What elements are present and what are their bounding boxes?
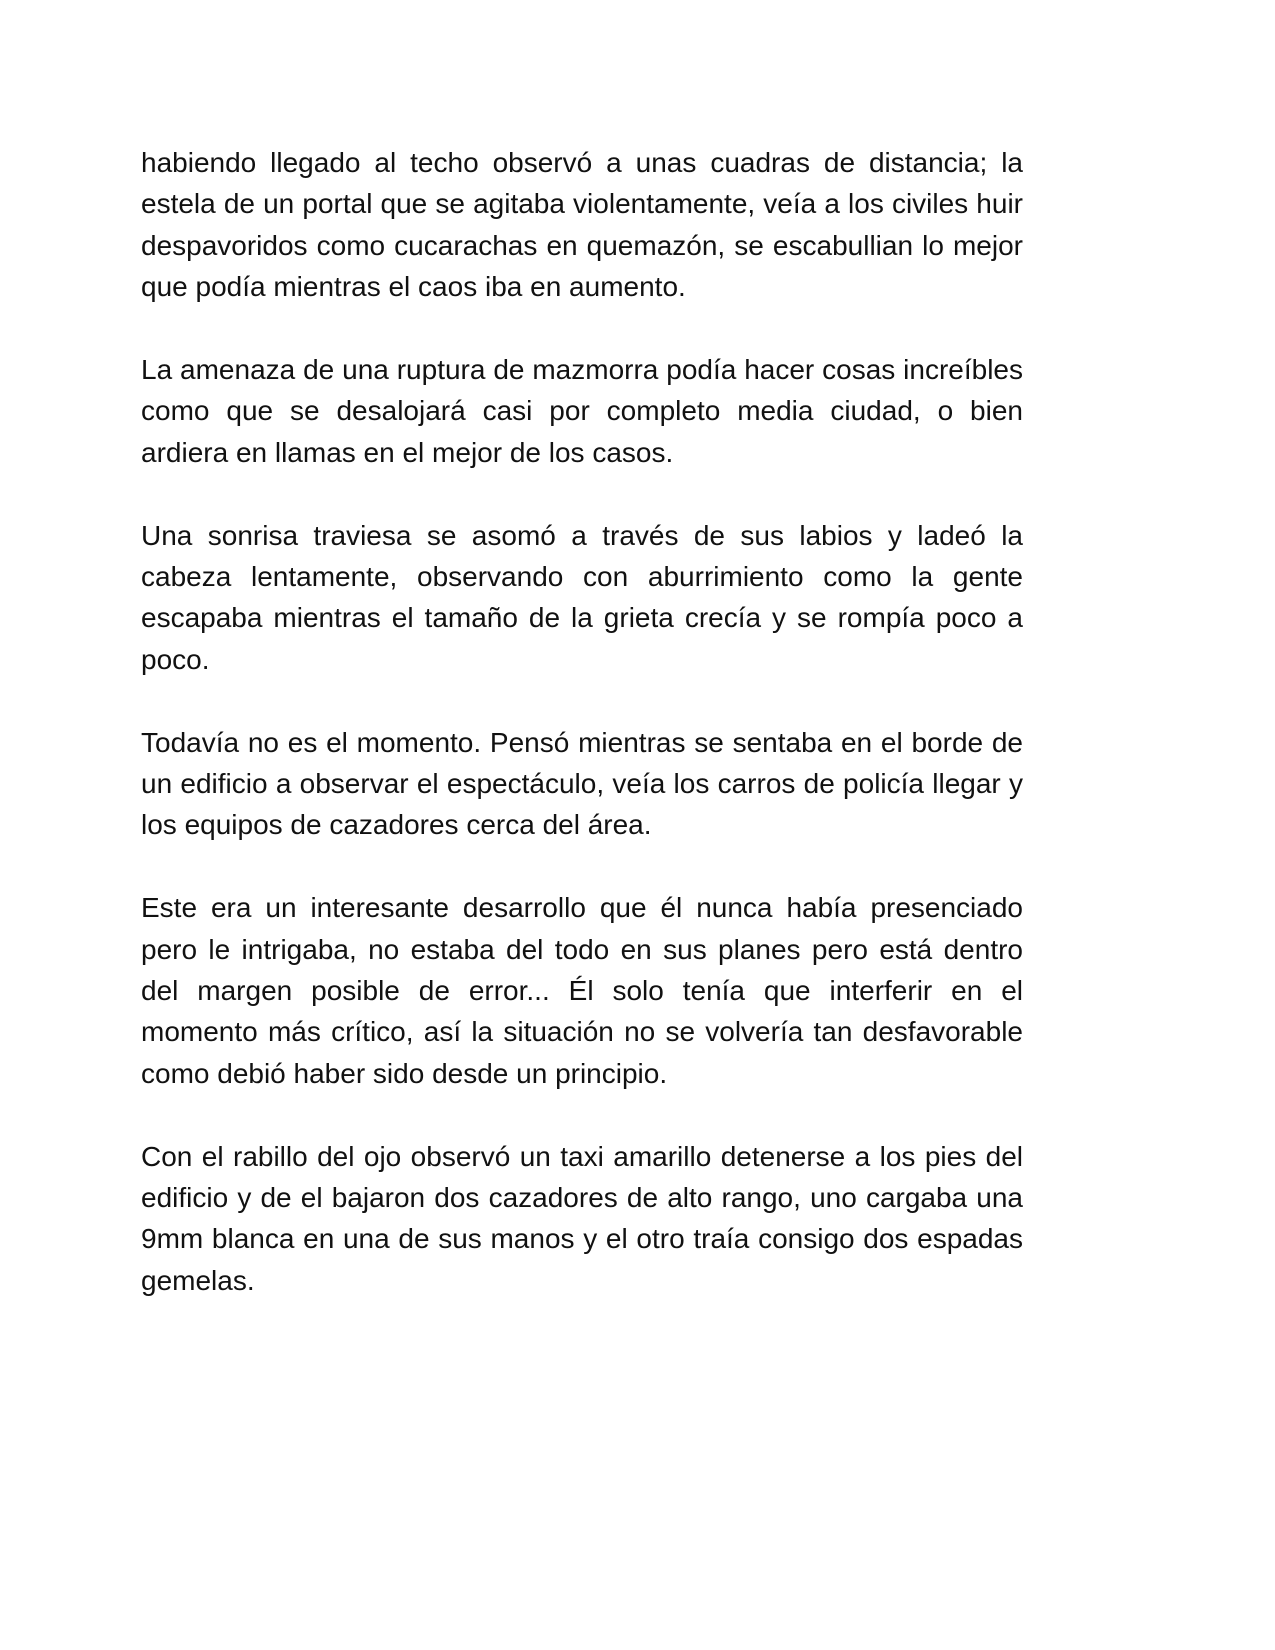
paragraph-1: habiendo llegado al techo observó a unas cuadras de distancia; la estela de un portal que se agitaba violentamente, veía a los civiles huir despavoridos como cucarachas en quemazón, se escabullian lo mejor que podía mientras el caos iba en aumento. [141,147,1023,303]
paragraph-6: Con el rabillo del ojo observó un taxi amarillo detenerse a los pies del edificio y de el bajaron dos cazadores de alto rango, uno cargaba una 9mm blanca en una de sus manos y el otro traía consigo dos espadas gemelas. [141,1140,1023,1296]
paragraph-3: Una sonrisa traviesa se asomó a través de sus labios y ladeó la cabeza lentamente, observando con aburrimiento como la gente escapaba mientras el tamaño de la grieta crecía y se rompía poco a poco. [141,519,1023,675]
body-text [141,142,1023,1301]
paragraph-5: Este era un interesante desarrollo que él nunca había presenciado pero le intrigaba, no estaba del todo en sus planes pero está dentro del margen posible de error... Él solo tenía que interferir en el momento más crítico, así la situación no se volvería tan desfavorable como debió haber sido desde un principio. [141,892,1023,1089]
paragraph-4: Todavía no es el momento. Pensó mientras se sentaba en el borde de un edificio a observar el espectáculo, veía los carros de policía llegar y los equipos de cazadores cerca del área. [141,726,1023,841]
paragraph-2: La amenaza de una ruptura de mazmorra podía hacer cosas increíbles como que se desalojará casi por completo media ciudad, o bien ardiera en llamas en el mejor de los casos. [141,354,1023,468]
